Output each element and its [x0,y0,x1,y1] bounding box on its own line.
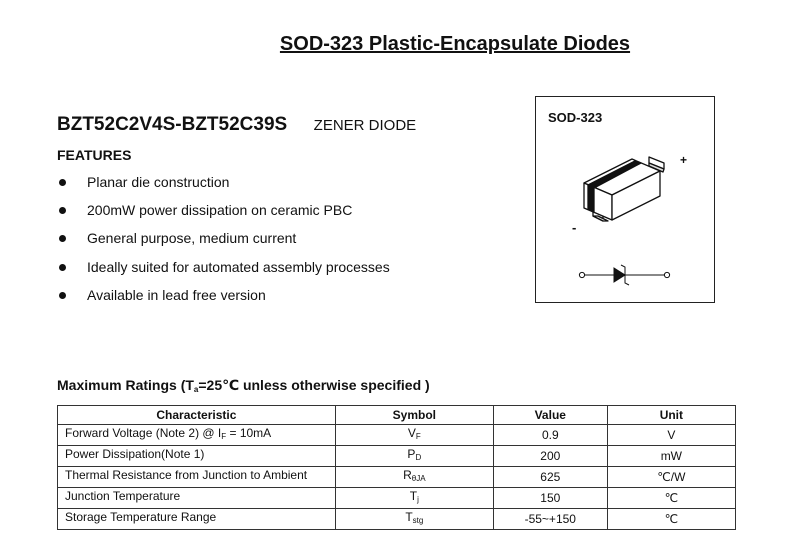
bullet-icon [59,179,66,186]
cell-symbol [335,467,493,488]
package-label: SOD-323 [548,110,603,125]
zener-diode-symbol-icon [579,265,669,285]
sym-sub: θJA [411,474,426,484]
part-header [57,114,416,136]
table-row [58,425,736,446]
cell-characteristic [58,467,336,488]
feature-text: Ideally suited for automated assembly processes [87,258,390,275]
sym-text: P [407,447,416,462]
cell-characteristic [58,446,336,467]
cell-value: -55~+150 [493,509,607,530]
sym-text: T [405,510,413,525]
cell-symbol [335,425,493,446]
sym-text: T [409,489,418,504]
bullet-icon [59,292,66,299]
cell-value: 0.9 [493,425,607,446]
header-value: Value [493,406,607,425]
cell-unit: V [607,425,735,446]
char-sub: F [221,432,227,442]
polarity-minus: - [572,220,577,235]
cell-symbol [335,509,493,530]
header-unit: Unit [607,406,735,425]
feature-item [57,174,390,202]
cell-unit: ℃ [607,488,735,509]
feature-item [57,259,390,287]
sym-text: V [407,426,416,441]
sym-sub: D [415,453,422,463]
table-row [58,446,736,467]
sym-sub: F [415,432,421,442]
header-symbol: Symbol [335,406,493,425]
ratings-table [57,405,736,530]
package-diagram-box [535,96,715,303]
cell-characteristic [58,425,336,446]
sym-sub: j [417,495,419,505]
package-drawing [536,97,716,304]
ratings-heading-text: Maximum Ratings (T [57,377,194,393]
sod323-package-icon [584,157,664,221]
bullet-icon [59,264,66,271]
cell-characteristic [58,488,336,509]
header-characteristic: Characteristic [58,406,336,425]
part-type: ZENER DIODE [313,117,417,134]
sym-text: R [403,468,412,483]
cell-symbol [335,446,493,467]
feature-text: Planar die construction [87,174,230,190]
char-text: Thermal Resistance from Junction to Ambient [65,468,308,483]
cell-value: 625 [493,467,607,488]
features-heading: FEATURES [57,147,132,163]
sym-sub: stg [412,516,424,526]
feature-item [57,230,390,258]
bullet-icon [59,207,66,214]
table-header-row [58,406,736,425]
char-text: Storage Temperature Range [65,510,217,525]
feature-text: Available in lead free version [87,286,266,303]
char-text: Forward Voltage (Note 2) @ I [65,426,222,441]
cell-symbol [335,488,493,509]
feature-item [57,202,390,230]
char-text: Junction Temperature [65,489,181,504]
cell-value: 200 [493,446,607,467]
cell-unit: ℃/W [607,467,735,488]
ratings-heading [57,377,430,394]
cell-unit: mW [607,446,735,467]
bullet-icon [59,235,66,242]
ratings-heading-sub: a [193,385,199,394]
cell-unit: ℃ [607,509,735,530]
ratings-heading-tail: =25℃ unless otherwise specified ) [198,377,430,393]
feature-text: 200mW power dissipation on ceramic PBC [87,202,353,219]
char-tail: = 10mA [226,426,272,441]
feature-item [57,287,390,315]
table-row [58,488,736,509]
cell-characteristic [58,509,336,530]
char-text: Power Dissipation(Note 1) [65,447,205,462]
cell-value: 150 [493,488,607,509]
polarity-plus: + [680,153,688,167]
table-row [58,509,736,530]
part-number: BZT52C2V4S-BZT52C39S [57,114,288,135]
table-row [58,467,736,488]
document-title: SOD-323 Plastic-Encapsulate Diodes [279,33,631,55]
feature-text: General purpose, medium current [87,230,297,247]
features-list [57,174,390,315]
